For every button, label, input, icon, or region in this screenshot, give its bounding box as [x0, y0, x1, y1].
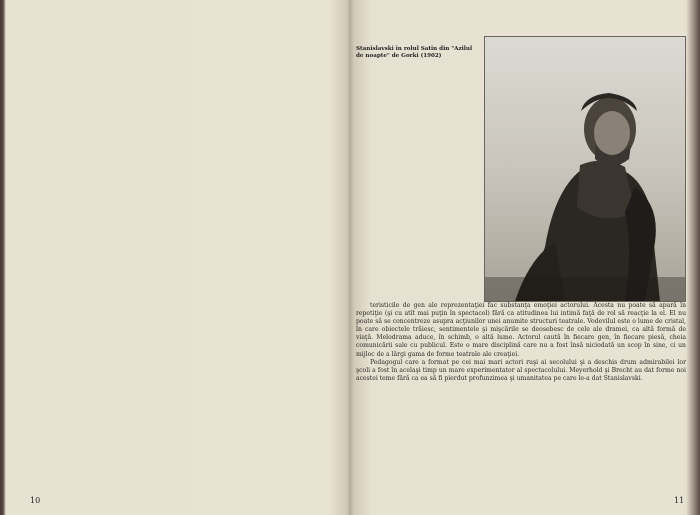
right-page-body [356, 302, 686, 492]
page-number-left: 10 [30, 496, 41, 505]
paragraph: teristicile de gen ale reprezentaţiei fac substanţa emoţiei actorului. Acesta nu poate să apară în repetiţie (şi cu atît mai puţin în spectacol) fără ca atitudinea lui intimă faţă de rol să reacţie la el. El nu poate să se concentreze asupra acţiunilor unei anumite structuri teatrale. Vodevilul este o lume de cristal, în care obiectele trăiesc, sentimentele şi mişcările se deosebesc de cele ale dramei, ca altă formă de viaţă. Melodrama aduce, în schimb, o altă lume. Actorul caută în fiecare gen, în fiecare piesă, cheia comunicării sale cu publicul. Este o mare disciplină care nu a fost însă niciodată un scop în sine, ci un mijloc de a lărgi gama de forme teatrale ale creaţiei. [356, 302, 686, 358]
photograph-stanislavski-as-satin [484, 36, 686, 302]
right-page [356, 0, 686, 515]
paragraph: Pedagogul care a format pe cei mai mari actori ruşi ai secolului şi a deschis drum admirabilei lor şcoli a fost în acelaşi timp un mare experimentator al spectacolului. Meyerhold şi Brecht au dat forme noi acestei teme fără ca ea să fi pierdut profunzimea şi umanitatea pe care le-a dat Stanislavski. [356, 358, 686, 382]
left-page [14, 0, 344, 515]
photo-image [485, 37, 685, 301]
photo-caption: Stanislavski în rolul Satin din "Azilul de noapte" de Gorki (1902) [356, 46, 473, 60]
page-number-right: 11 [674, 496, 685, 505]
